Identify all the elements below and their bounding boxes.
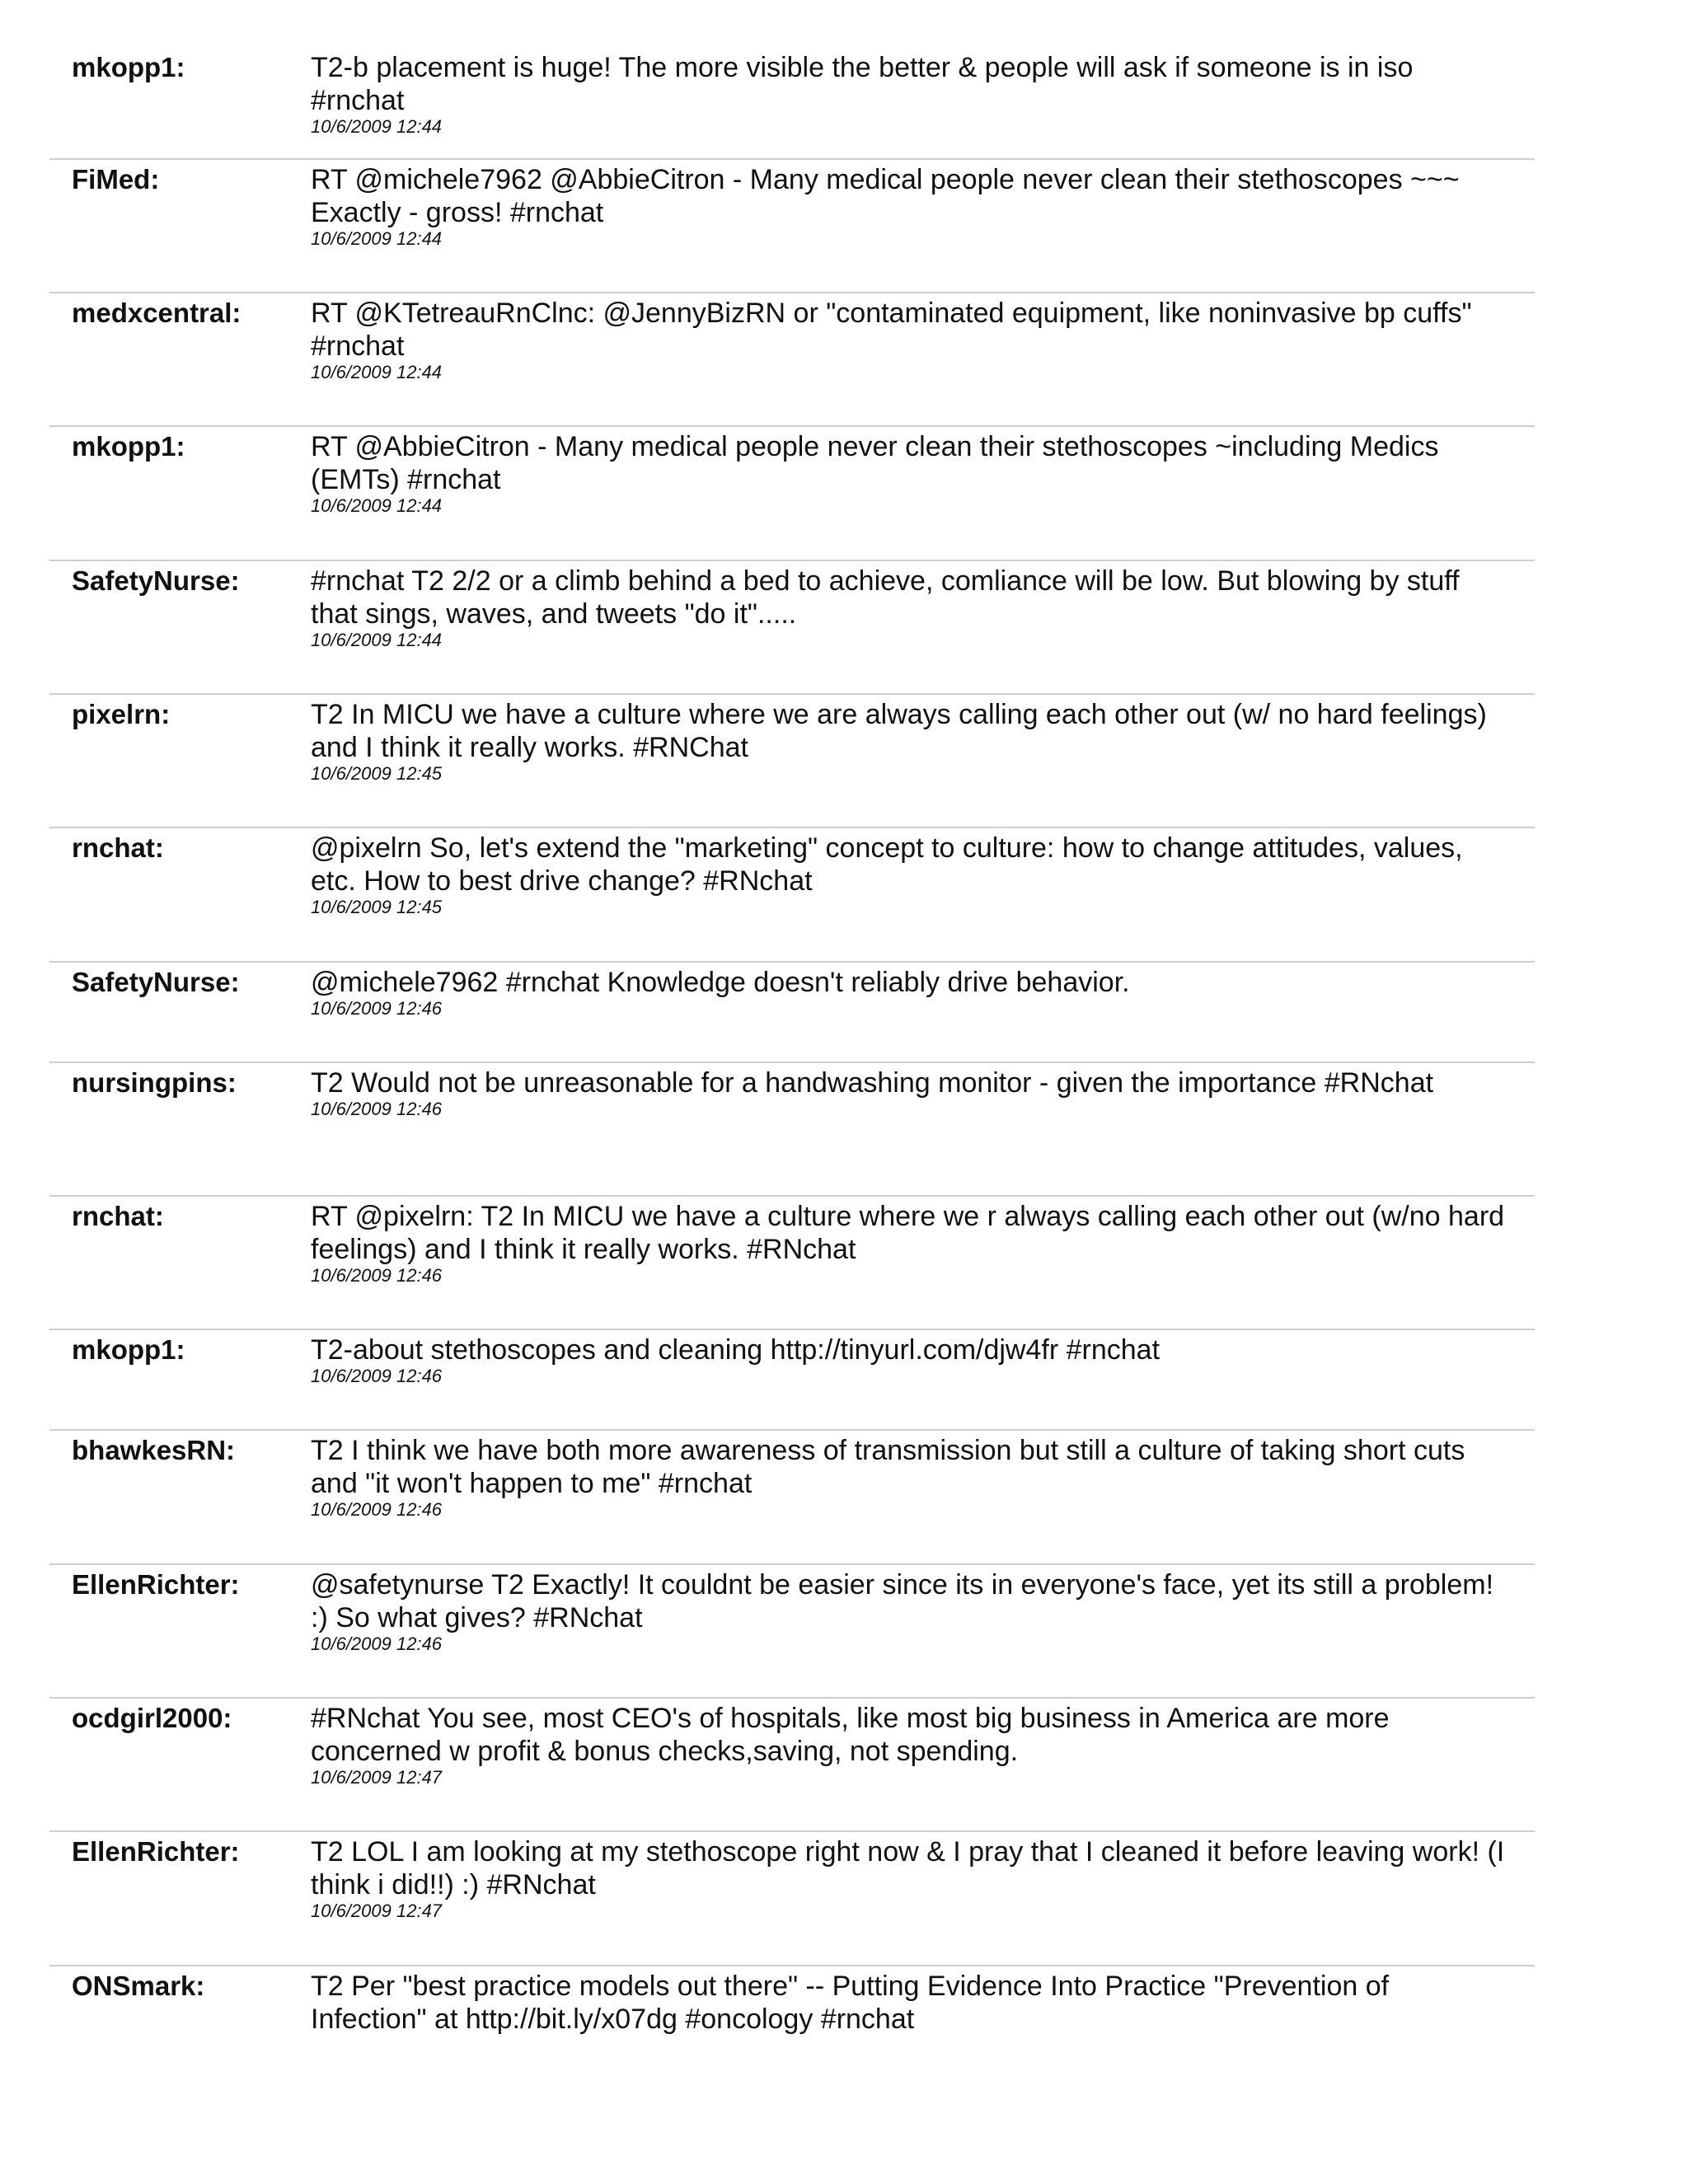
tweet-username: bhawkesRN: [72, 1435, 236, 1465]
tweet-feed [49, 48, 1535, 2057]
tweet-body [311, 430, 1535, 516]
tweet-username: SafetyNurse: [72, 967, 240, 997]
tweet-body [311, 51, 1535, 137]
tweet-text: T2 Per "best practice models out there" -- Putting Evidence Into Practice "Prevention of Infection" at http://bit.ly/x07dg #oncology #rnchat [311, 1971, 1390, 2035]
tweet-timestamp: 10/6/2009 12:44 [311, 630, 443, 650]
tweet-row [49, 1330, 1535, 1431]
tweet-username: ONSmark: [72, 1971, 205, 2001]
tweet-username: nursingpins: [72, 1067, 237, 1098]
tweet-text: RT @michele7962 @AbbieCitron - Many medical people never clean their stethoscopes ~~~ Exactly - gross! #rnchat [311, 164, 1460, 228]
tweet-username: mkopp1: [72, 1334, 185, 1365]
tweet-row [49, 561, 1535, 695]
tweet-username: FiMed: [72, 164, 160, 194]
tweet-body [311, 1702, 1535, 1788]
tweet-username: SafetyNurse: [72, 565, 240, 596]
tweet-text: #rnchat T2 2/2 or a climb behind a bed to achieve, comliance will be low. But blowing by stuff that sings, waves, and tweets "do it"..... [311, 565, 1460, 630]
tweet-username: EllenRichter: [72, 1836, 240, 1867]
tweet-row [49, 48, 1535, 160]
tweet-text: T2 I think we have both more awareness of transmission but still a culture of taking short cuts and "it won't happen to me" #rnchat [311, 1435, 1465, 1499]
tweet-timestamp: 10/6/2009 12:46 [311, 998, 443, 1019]
tweet-timestamp: 10/6/2009 12:45 [311, 897, 443, 917]
tweet-text: RT @KTetreauRnClnc: @JennyBizRN or "contaminated equipment, like noninvasive bp cuffs" #rnchat [311, 298, 1472, 362]
tweet-row [49, 1966, 1535, 2057]
tweet-username: pixelrn: [72, 699, 171, 729]
tweet-timestamp: 10/6/2009 12:44 [311, 362, 443, 382]
tweet-body [311, 297, 1535, 382]
tweet-row [49, 1197, 1535, 1330]
tweet-timestamp: 10/6/2009 12:47 [311, 1900, 443, 1921]
tweet-timestamp: 10/6/2009 12:46 [311, 1099, 443, 1119]
tweet-text: T2-b placement is huge! The more visible the better & people will ask if someone is in iso #rnchat [311, 52, 1414, 116]
tweet-row [49, 1832, 1535, 1966]
tweet-username: mkopp1: [72, 52, 185, 82]
tweet-row [49, 695, 1535, 828]
tweet-row [49, 1431, 1535, 1565]
tweet-username: medxcentral: [72, 298, 241, 328]
tweet-row [49, 1063, 1535, 1197]
tweet-body [311, 698, 1535, 784]
tweet-timestamp: 10/6/2009 12:44 [311, 228, 443, 249]
tweet-timestamp: 10/6/2009 12:46 [311, 1265, 443, 1286]
tweet-row [49, 160, 1535, 293]
tweet-username: EllenRichter: [72, 1569, 240, 1600]
tweet-timestamp: 10/6/2009 12:44 [311, 116, 443, 137]
tweet-text: RT @AbbieCitron - Many medical people never clean their stethoscopes ~including Medics (EMTs) #rnchat [311, 431, 1439, 495]
tweet-body [311, 832, 1535, 917]
tweet-body [311, 565, 1535, 650]
tweet-body [311, 1434, 1535, 1520]
tweet-body [311, 1200, 1535, 1286]
tweet-row [49, 963, 1535, 1063]
tweet-timestamp: 10/6/2009 12:47 [311, 1767, 443, 1788]
tweet-timestamp: 10/6/2009 12:46 [311, 1499, 443, 1520]
tweet-timestamp: 10/6/2009 12:44 [311, 495, 443, 516]
tweet-timestamp: 10/6/2009 12:46 [311, 1366, 443, 1386]
tweet-body [311, 1066, 1535, 1119]
tweet-row [49, 1565, 1535, 1699]
tweet-body [311, 1568, 1535, 1654]
tweet-timestamp: 10/6/2009 12:46 [311, 1633, 443, 1654]
tweet-body [311, 1835, 1535, 1921]
tweet-row [49, 1699, 1535, 1832]
tweet-body [311, 163, 1535, 249]
tweet-username: rnchat: [72, 832, 164, 863]
tweet-text: @pixelrn So, let's extend the "marketing" concept to culture: how to change attitudes, values, etc. How to best drive change? #RNchat [311, 832, 1463, 897]
tweet-body [311, 1333, 1535, 1386]
tweet-text: RT @pixelrn: T2 In MICU we have a culture where we r always calling each other out (w/no hard feelings) and I think it really works. #RNchat [311, 1201, 1505, 1265]
tweet-text: #RNchat You see, most CEO's of hospitals, like most big business in America are more concerned w profit & bonus checks,saving, not spending. [311, 1703, 1390, 1767]
tweet-text: T2-about stethoscopes and cleaning http://tinyurl.com/djw4fr #rnchat [311, 1334, 1160, 1366]
tweet-text: T2 LOL I am looking at my stethoscope right now & I pray that I cleaned it before leaving work! (I think i did!!) :) #RNchat [311, 1836, 1505, 1900]
tweet-username: mkopp1: [72, 431, 185, 462]
tweet-text: T2 Would not be unreasonable for a handwashing monitor - given the importance #RNchat [311, 1067, 1434, 1099]
tweet-timestamp: 10/6/2009 12:45 [311, 763, 443, 784]
tweet-text: @michele7962 #rnchat Knowledge doesn't reliably drive behavior. [311, 967, 1130, 998]
tweet-body [311, 1970, 1535, 2036]
tweet-text: T2 In MICU we have a culture where we are always calling each other out (w/ no hard feelings) and I think it really works. #RNChat [311, 699, 1487, 763]
tweet-username: rnchat: [72, 1201, 164, 1231]
tweet-row [49, 828, 1535, 963]
tweet-text: @safetynurse T2 Exactly! It couldnt be easier since its in everyone's face, yet its still a problem! :) So what gives? #RNchat [311, 1569, 1494, 1633]
tweet-body [311, 966, 1535, 1019]
tweet-row [49, 293, 1535, 427]
tweet-row [49, 427, 1535, 561]
tweet-username: ocdgirl2000: [72, 1703, 232, 1733]
